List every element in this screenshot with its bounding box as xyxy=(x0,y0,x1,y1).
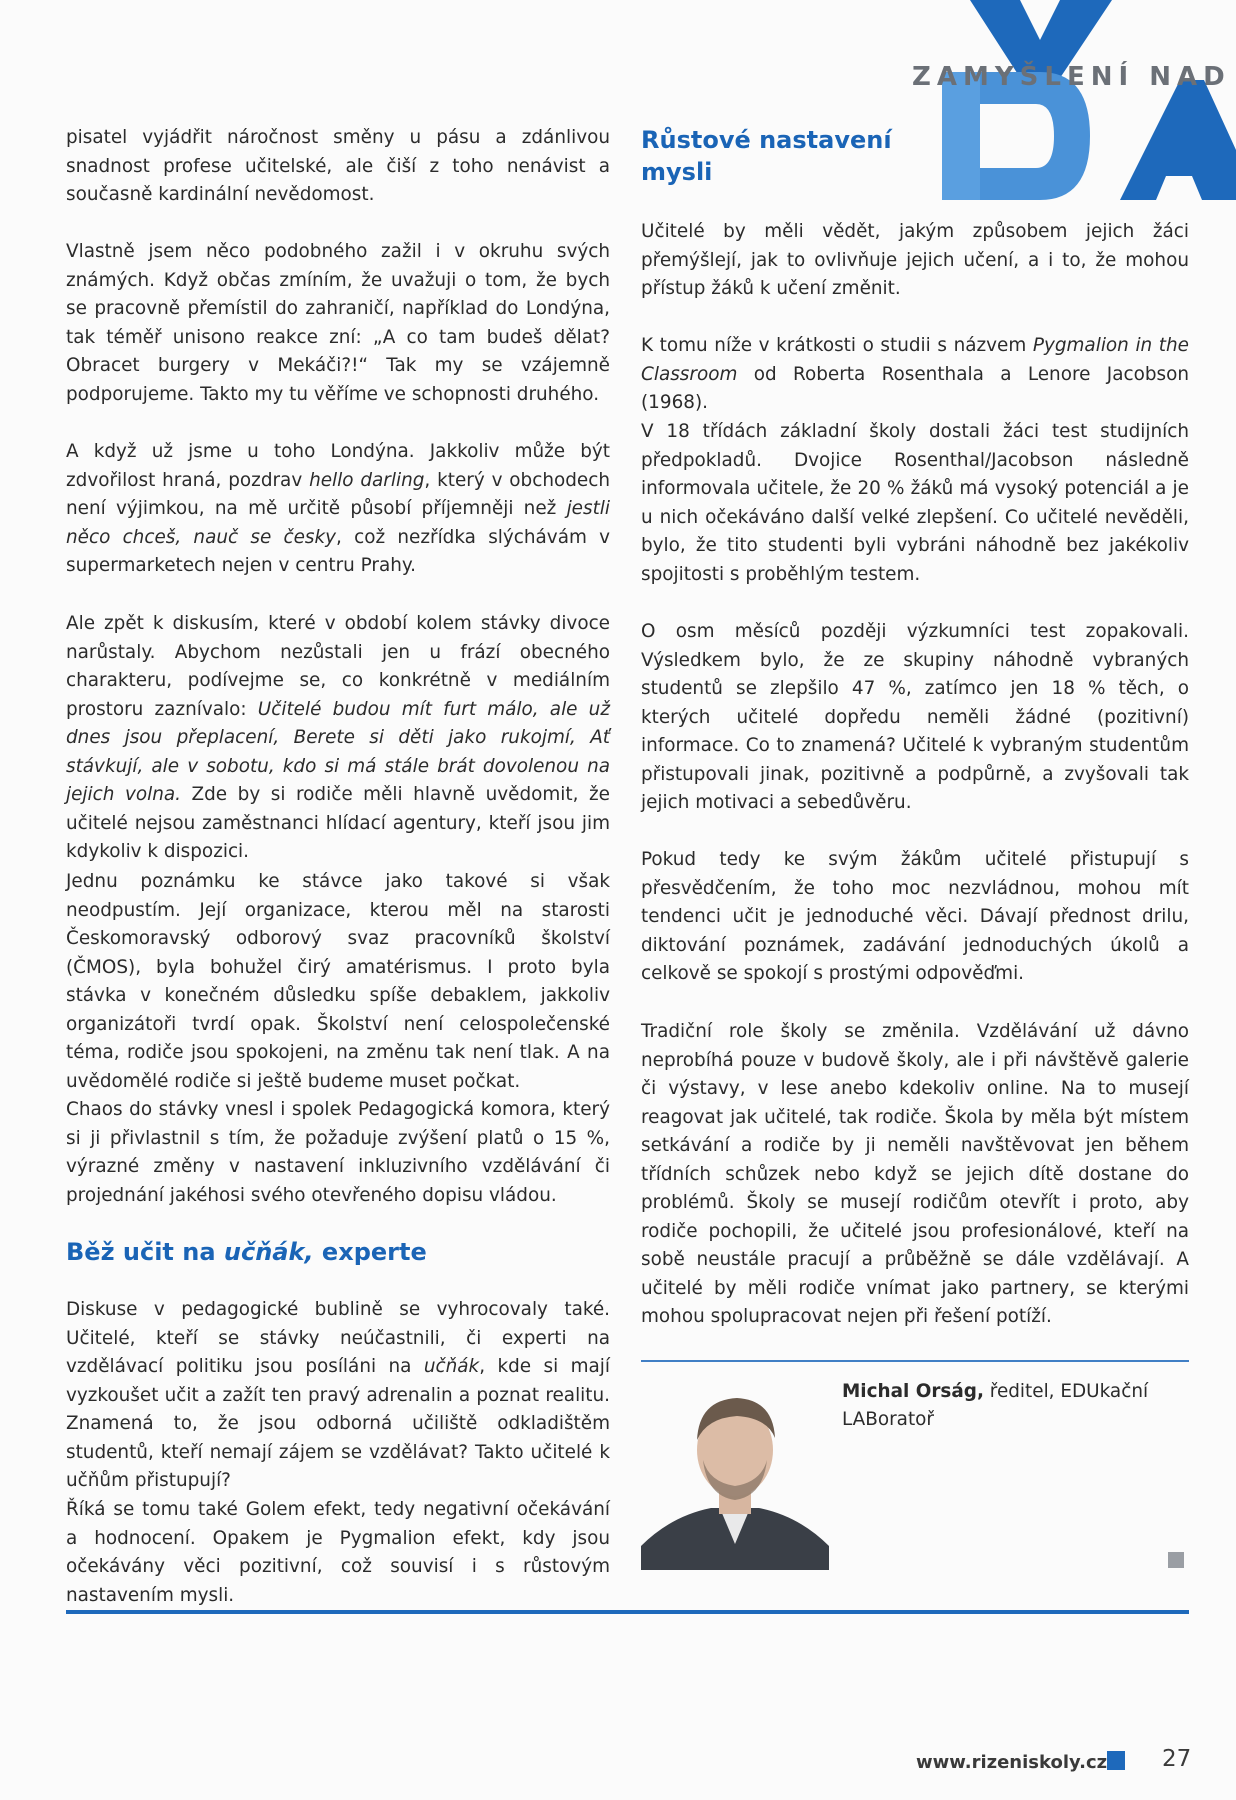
paragraph: Učitelé by měli vědět, jakým způsobem jejich žáci přemýšlejí, jak to ovlivňuje jejich učení, a i to, že mohou přístup žáků k učení změnit. xyxy=(641,221,1189,299)
paragraph: Tradiční role školy se změnila. Vzdělávání už dávno neprobíhá pouze v budově školy, ale i při návštěvě galerie či výstavy, v lese anebo kdekoliv online. Na to musejí reagovat jak učitelé, tak rodiče. Škola by měla být místem setkávání a rodiče by ji neměli navštěvovat jen během třídních schůzek nebo když se jejich dítě dostane do problémů. Školy se musejí rodičům otevřít i proto, aby rodiče pochopili, že učitelé jsou profesionálové, kteří na sobě neustále pracují a průběžně se dále vzdělávají. A učitelé by měli rodiče vnímat jako partnery, se kterými mohou spolupracovat nejen při řešení potíží. xyxy=(641,1021,1189,1327)
paragraph: Jednu poznámku ke stávce jako takové si však neodpustím. Její organizace, kterou měl na starosti Českomoravský odborový svaz pracovníků školství (ČMOS), byla bohužel čirý amatérismus. I proto byla stávka v konečném důsledku spíše debaklem, jakkoliv organizátoři tvrdí opak. Školství není celospolečenské téma, rodiče jsou spokojeni, na změnu tak není tlak. A na uvědomělé rodiče si ještě budeme muset počkat. xyxy=(66,871,610,1092)
paragraph: Diskuse v pedagogické bublině se vyhrocovaly také. Učitelé, kteří se stávky neúčastnili, či experti na vzdělávací politiku jsou posíláni na učňák, kde si mají vyzkoušet učit a zažít ten pravý adrenalin a poznat realitu. Znamená to, že jsou odborná učiliště odkladištěm studentů, kteří nemají zájem se vzdělávat? Takto učitelé k učňům přistupují? xyxy=(66,1299,611,1491)
paragraph: Pokud tedy ke svým žákům učitelé přistupují s přesvědčením, že toho moc nezvládnou, mohou mít tendenci učit je jednoduché věci. Dávají přednost drilu, diktování poznámek, zadávání jednoduchých úkolů a celkově se spokojí s prostými odpověďmi. xyxy=(641,849,1189,984)
section-heading: Běž učit na učňák, experte xyxy=(66,1238,427,1266)
paragraph: Vlastně jsem něco podobného zažil i v okruhu svých známých. Když občas zmíním, že uvažuji o tom, že bych se pracovně přemístil do zahraničí, například do Londýna, tak téměř unisono reakce zní: „A co tam budeš dělat? Obracet burgery v Mekáči?!“ Tak my se vzájemně podporujeme. Takto my tu věříme ve schopnosti druhého. xyxy=(66,241,610,405)
footer-square-icon xyxy=(1107,1751,1125,1770)
footer-url: www.rizeniskoly.cz xyxy=(916,1752,1108,1773)
paragraph: K tomu níže v krátkosti o studii s názvem Pygmalion in the Classroom od Roberta Rosenthala a Lenore Jacobson (1968). xyxy=(641,335,1189,413)
paragraph: Říká se tomu také Golem efekt, tedy negativní očekávání a hodnocení. Opakem je Pygmalion efekt, kdy jsou očekávány věci pozitivní, což souvisí i s růstovým nastavením mysli. xyxy=(66,1499,610,1606)
paragraph: O osm měsíců později výzkumníci test zopakovali. Výsledkem bylo, že ze skupiny náhodně vybraných studentů se zlepšilo 47 %, zatímco jen 18 % těch, o kterých učitelé dopředu neměli žádné (pozitivní) informace. Co to znamená? Učitelé k vybraným studentům přistupovali jinak, pozitivně a podpůrně, a zvyšovali tak jejich motivaci a sebedůvěru. xyxy=(641,621,1189,813)
bottom-rule xyxy=(66,1610,1189,1614)
rubric-decoration xyxy=(940,0,1236,205)
paragraph: A když už jsme u toho Londýna. Jakkoliv může být zdvořilost hraná, pozdrav hello darling, který v obchodech není výjimkou, na mě určitě působí příjemněji než jestli něco chceš, nauč se česky, což nezřídka slýchávám v supermarketech nejen v centru Prahy. xyxy=(66,441,610,576)
author-photo xyxy=(641,1376,829,1570)
paragraph: pisatel vyjádřit náročnost směny u pásu a zdánlivou snadnost profese učitelské, ale čiší z toho nenávist a současně kardinální nevědomost. xyxy=(66,127,610,205)
paragraph: Chaos do stávky vnesl i spolek Pedagogická komora, který si ji přivlastnil s tím, že požaduje zvýšení platů o 15 %, výrazné změny v nastavení inkluzivního vzdělávání či projednání jakéhosi svého otevřeného dopisu vládou. xyxy=(66,1099,610,1206)
paragraph: Ale zpět k diskusím, které v období kolem stávky divoce narůstaly. Abychom nezůstali jen u frází obecného charakteru, podívejme se, co konkrétně v mediálním prostoru zaznívalo: Učitelé budou mít furt málo, ale už dnes jsou přeplacení, Berete si děti jako rukojmí, Ať stávkují, ale v sobotu, kdo si má stále brát dovolenou na jejich volna. Zde by si rodiče měli hlavně uvědomit, že učitelé nejsou zaměstnanci hlídací agentury, kteří jsou jim kdykoliv k dispozici. xyxy=(66,613,610,862)
end-mark-icon xyxy=(1168,1552,1184,1568)
page-number: 27 xyxy=(1162,1746,1192,1772)
section-heading: Růstové nastavení mysli xyxy=(641,126,892,186)
author-credit: Michal Orság, ředitel, EDUkační LABoratoř xyxy=(842,1381,1149,1430)
divider xyxy=(641,1360,1189,1362)
paragraph: V 18 třídách základní školy dostali žáci test studijních předpokladů. Dvojice Rosenthal/Jacobson následně informovala učitele, že 20 % žáků má vysoký potenciál a je u nich očekáváno další velké zlepšení. Co učitelé nevěděli, bylo, že tito studenti byli vybráni náhodně bez jakékoliv spojitosti s proběhlým testem. xyxy=(641,421,1189,585)
rubric-title: ZAMYŠLENÍ NAD xyxy=(912,62,1231,92)
